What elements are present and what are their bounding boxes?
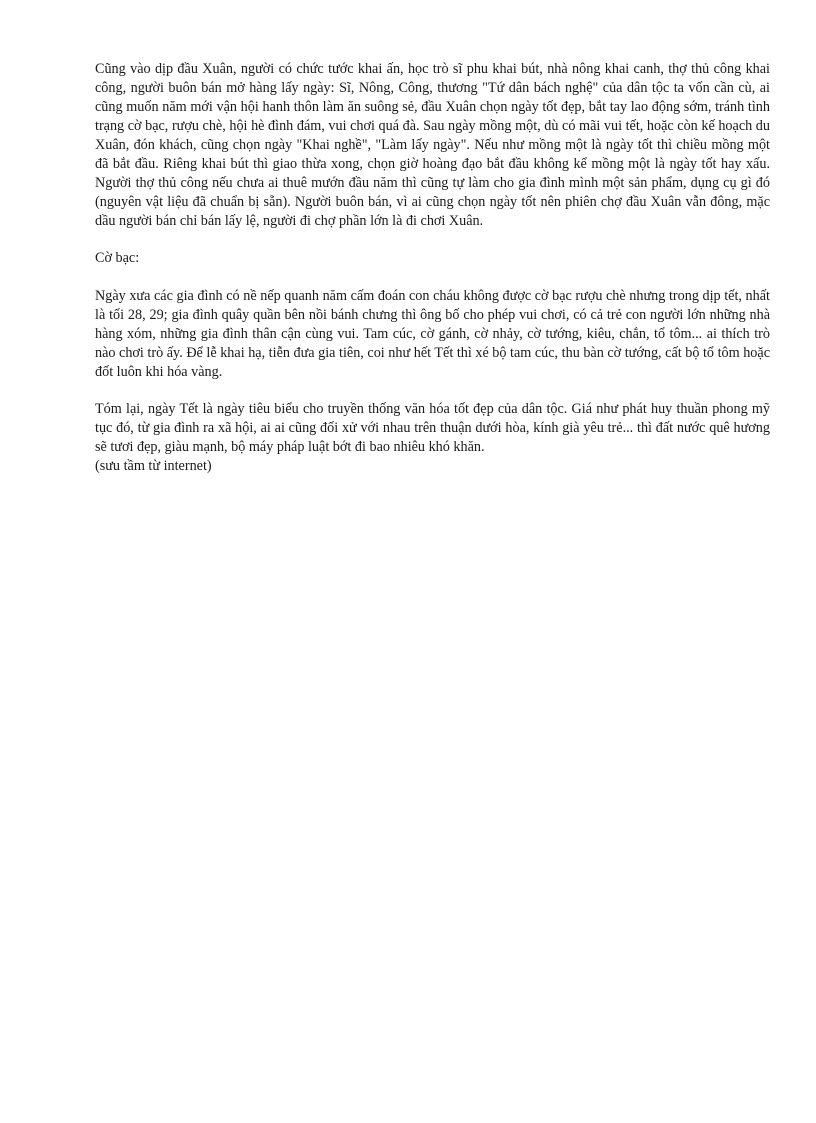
document-body — [95, 60, 770, 476]
paragraph-khai-nghe: Cũng vào dịp đầu Xuân, người có chức tước khai ấn, học trò sĩ phu khai bút, nhà nông khai canh, thợ thủ công khai công, người buôn bán mở hàng lấy ngày: Sĩ, Nông, Công, thương "Tứ dân bách nghệ" của dân tộc ta vốn cần cù, ai cũng muốn năm mới vận hội hanh thôn làm ăn suông sẻ, đầu Xuân chọn ngày tốt đẹp, bắt tay lao động sớm, tránh tình trạng cờ bạc, rượu chè, hội hè đình đám, vui chơi quá đà. Sau ngày mồng một, dù có mãi vui tết, hoặc còn kế hoạch du Xuân, đón khách, cũng chọn ngày "Khai nghề", "Làm lấy ngày". Nếu như mồng một là ngày tốt thì chiều mồng một đã bắt đầu. Riêng khai bút thì giao thừa xong, chọn giờ hoàng đạo bắt đầu không kể mồng một là ngày tốt hay xấu. Người thợ thủ công nếu chưa ai thuê mướn đầu năm thì cũng tự làm cho gia đình mình một sản phẩm, dụng cụ gì đó (nguyên vật liệu đã chuẩn bị sẵn). Người buôn bán, vì ai cũng chọn ngày tốt nên phiên chợ đầu Xuân vẫn đông, mặc dầu người bán chỉ bán lấy lệ, người đi chợ phần lớn là đi chơi Xuân. — [95, 61, 770, 229]
paragraph-conclusion — [95, 400, 770, 476]
section-heading-co-bac: Cờ bạc: — [95, 250, 140, 266]
paragraph-co-bac: Ngày xưa các gia đình có nề nếp quanh năm cấm đoán con cháu không được cờ bạc rượu chè nhưng trong dịp tết, nhất là tối 28, 29; gia đình quây quần bên nồi bánh chưng thì ông bố cho phép vui chơi, có cả trẻ con người lớn những nhà hàng xóm, những gia đình thân cận cùng vui. Tam cúc, cờ gánh, cờ nhảy, cờ tướng, kiêu, chắn, tổ tôm... ai thích trò nào chơi trò ấy. Để lễ khai hạ, tiễn đưa gia tiên, coi như hết Tết thì xé bộ tam cúc, thu bàn cờ tướng, cất bộ tổ tôm hoặc đốt luôn khi hóa vàng. — [95, 288, 770, 380]
source-note: (sưu tầm từ internet) — [95, 458, 212, 474]
conclusion-text: Tóm lại, ngày Tết là ngày tiêu biểu cho truyền thống văn hóa tốt đẹp của dân tộc. Giá như phát huy thuần phong mỹ tục đó, từ gia đình ra xã hội, ai ai cũng đối xử với nhau trên thuận dưới hòa, kính già yêu trẻ... thì đất nước quê hương sẽ tươi đẹp, giàu mạnh, bộ máy pháp luật bớt đi bao nhiêu khó khăn. — [95, 401, 770, 455]
